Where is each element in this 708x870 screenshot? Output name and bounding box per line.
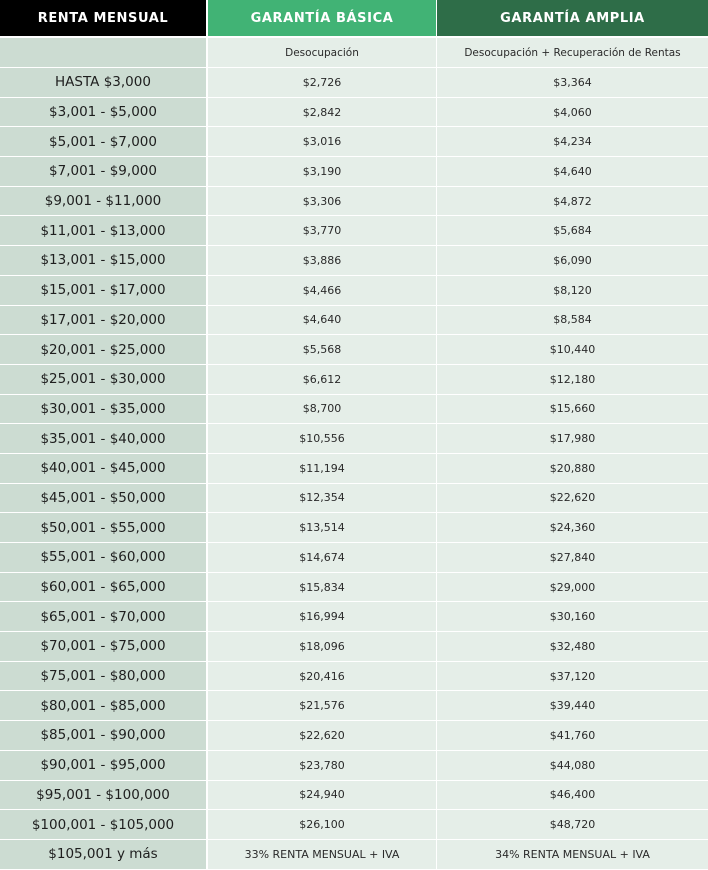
table-row-amplia-price: $3,364 <box>437 68 708 98</box>
table-row-range: $85,001 - $90,000 <box>0 721 208 751</box>
table-row-amplia-price: $46,400 <box>437 781 708 811</box>
table-row-range: $95,001 - $100,000 <box>0 781 208 811</box>
table-row-range: $50,001 - $55,000 <box>0 513 208 543</box>
table-row-range: $13,001 - $15,000 <box>0 246 208 276</box>
table-row-range: $55,001 - $60,000 <box>0 543 208 573</box>
table-row-basica-price: $11,194 <box>208 454 437 484</box>
table-row-range: $7,001 - $9,000 <box>0 157 208 187</box>
table-row-amplia-price: $30,160 <box>437 602 708 632</box>
table-row-range: $100,001 - $105,000 <box>0 810 208 840</box>
table-row-range: $40,001 - $45,000 <box>0 454 208 484</box>
table-row-amplia-price: $24,360 <box>437 513 708 543</box>
header-garantia-basica: GARANTÍA BÁSICA <box>208 0 437 38</box>
subheader-garantia-amplia: Desocupación + Recuperación de Rentas <box>437 38 708 68</box>
table-row-amplia-price: $12,180 <box>437 365 708 395</box>
table-row-amplia-price: $4,060 <box>437 98 708 128</box>
table-row-amplia-price: $6,090 <box>437 246 708 276</box>
table-row-range: $70,001 - $75,000 <box>0 632 208 662</box>
table-row-amplia-price: $4,640 <box>437 157 708 187</box>
table-row-range: $90,001 - $95,000 <box>0 751 208 781</box>
table-row-amplia-price: $29,000 <box>437 573 708 603</box>
table-row-basica-price: $8,700 <box>208 395 437 425</box>
table-row-basica-price: 33% RENTA MENSUAL + IVA <box>208 840 437 870</box>
table-row-basica-price: $15,834 <box>208 573 437 603</box>
table-row-basica-price: $2,842 <box>208 98 437 128</box>
table-row-basica-price: $2,726 <box>208 68 437 98</box>
table-row-amplia-price: $27,840 <box>437 543 708 573</box>
table-row-range: $9,001 - $11,000 <box>0 187 208 217</box>
header-renta-mensual: RENTA MENSUAL <box>0 0 208 38</box>
table-row-basica-price: $14,674 <box>208 543 437 573</box>
table-row-basica-price: $4,466 <box>208 276 437 306</box>
table-row-basica-price: $22,620 <box>208 721 437 751</box>
subheader-renta-mensual <box>0 38 208 68</box>
subheader-garantia-basica: Desocupación <box>208 38 437 68</box>
table-row-amplia-price: 34% RENTA MENSUAL + IVA <box>437 840 708 870</box>
table-row-amplia-price: $22,620 <box>437 484 708 514</box>
table-row-basica-price: $20,416 <box>208 662 437 692</box>
table-row-range: $30,001 - $35,000 <box>0 395 208 425</box>
table-row-range: $60,001 - $65,000 <box>0 573 208 603</box>
table-row-amplia-price: $17,980 <box>437 424 708 454</box>
table-row-basica-price: $3,306 <box>208 187 437 217</box>
table-row-amplia-price: $20,880 <box>437 454 708 484</box>
table-row-basica-price: $5,568 <box>208 335 437 365</box>
table-row-range: $3,001 - $5,000 <box>0 98 208 128</box>
header-garantia-amplia: GARANTÍA AMPLIA <box>437 0 708 38</box>
table-row-amplia-price: $8,120 <box>437 276 708 306</box>
table-row-basica-price: $21,576 <box>208 691 437 721</box>
table-row-basica-price: $3,190 <box>208 157 437 187</box>
table-row-amplia-price: $4,234 <box>437 127 708 157</box>
table-row-range: HASTA $3,000 <box>0 68 208 98</box>
table-row-amplia-price: $48,720 <box>437 810 708 840</box>
table-row-basica-price: $10,556 <box>208 424 437 454</box>
table-row-basica-price: $4,640 <box>208 306 437 336</box>
table-row-amplia-price: $10,440 <box>437 335 708 365</box>
table-row-range: $35,001 - $40,000 <box>0 424 208 454</box>
table-row-range: $45,001 - $50,000 <box>0 484 208 514</box>
table-row-basica-price: $13,514 <box>208 513 437 543</box>
table-row-basica-price: $3,886 <box>208 246 437 276</box>
table-row-basica-price: $3,770 <box>208 216 437 246</box>
table-row-basica-price: $26,100 <box>208 810 437 840</box>
table-row-amplia-price: $44,080 <box>437 751 708 781</box>
table-row-range: $65,001 - $70,000 <box>0 602 208 632</box>
table-row-range: $105,001 y más <box>0 840 208 870</box>
table-row-basica-price: $12,354 <box>208 484 437 514</box>
table-row-basica-price: $24,940 <box>208 781 437 811</box>
table-row-amplia-price: $15,660 <box>437 395 708 425</box>
table-row-range: $75,001 - $80,000 <box>0 662 208 692</box>
table-row-amplia-price: $4,872 <box>437 187 708 217</box>
table-row-range: $5,001 - $7,000 <box>0 127 208 157</box>
table-row-amplia-price: $39,440 <box>437 691 708 721</box>
table-row-range: $11,001 - $13,000 <box>0 216 208 246</box>
table-row-amplia-price: $8,584 <box>437 306 708 336</box>
table-row-basica-price: $18,096 <box>208 632 437 662</box>
table-row-basica-price: $23,780 <box>208 751 437 781</box>
table-row-range: $25,001 - $30,000 <box>0 365 208 395</box>
table-row-amplia-price: $37,120 <box>437 662 708 692</box>
table-row-range: $17,001 - $20,000 <box>0 306 208 336</box>
table-row-amplia-price: $32,480 <box>437 632 708 662</box>
table-row-range: $15,001 - $17,000 <box>0 276 208 306</box>
table-row-range: $20,001 - $25,000 <box>0 335 208 365</box>
table-row-amplia-price: $41,760 <box>437 721 708 751</box>
table-row-amplia-price: $5,684 <box>437 216 708 246</box>
table-row-basica-price: $3,016 <box>208 127 437 157</box>
table-row-basica-price: $16,994 <box>208 602 437 632</box>
table-row-basica-price: $6,612 <box>208 365 437 395</box>
table-row-range: $80,001 - $85,000 <box>0 691 208 721</box>
